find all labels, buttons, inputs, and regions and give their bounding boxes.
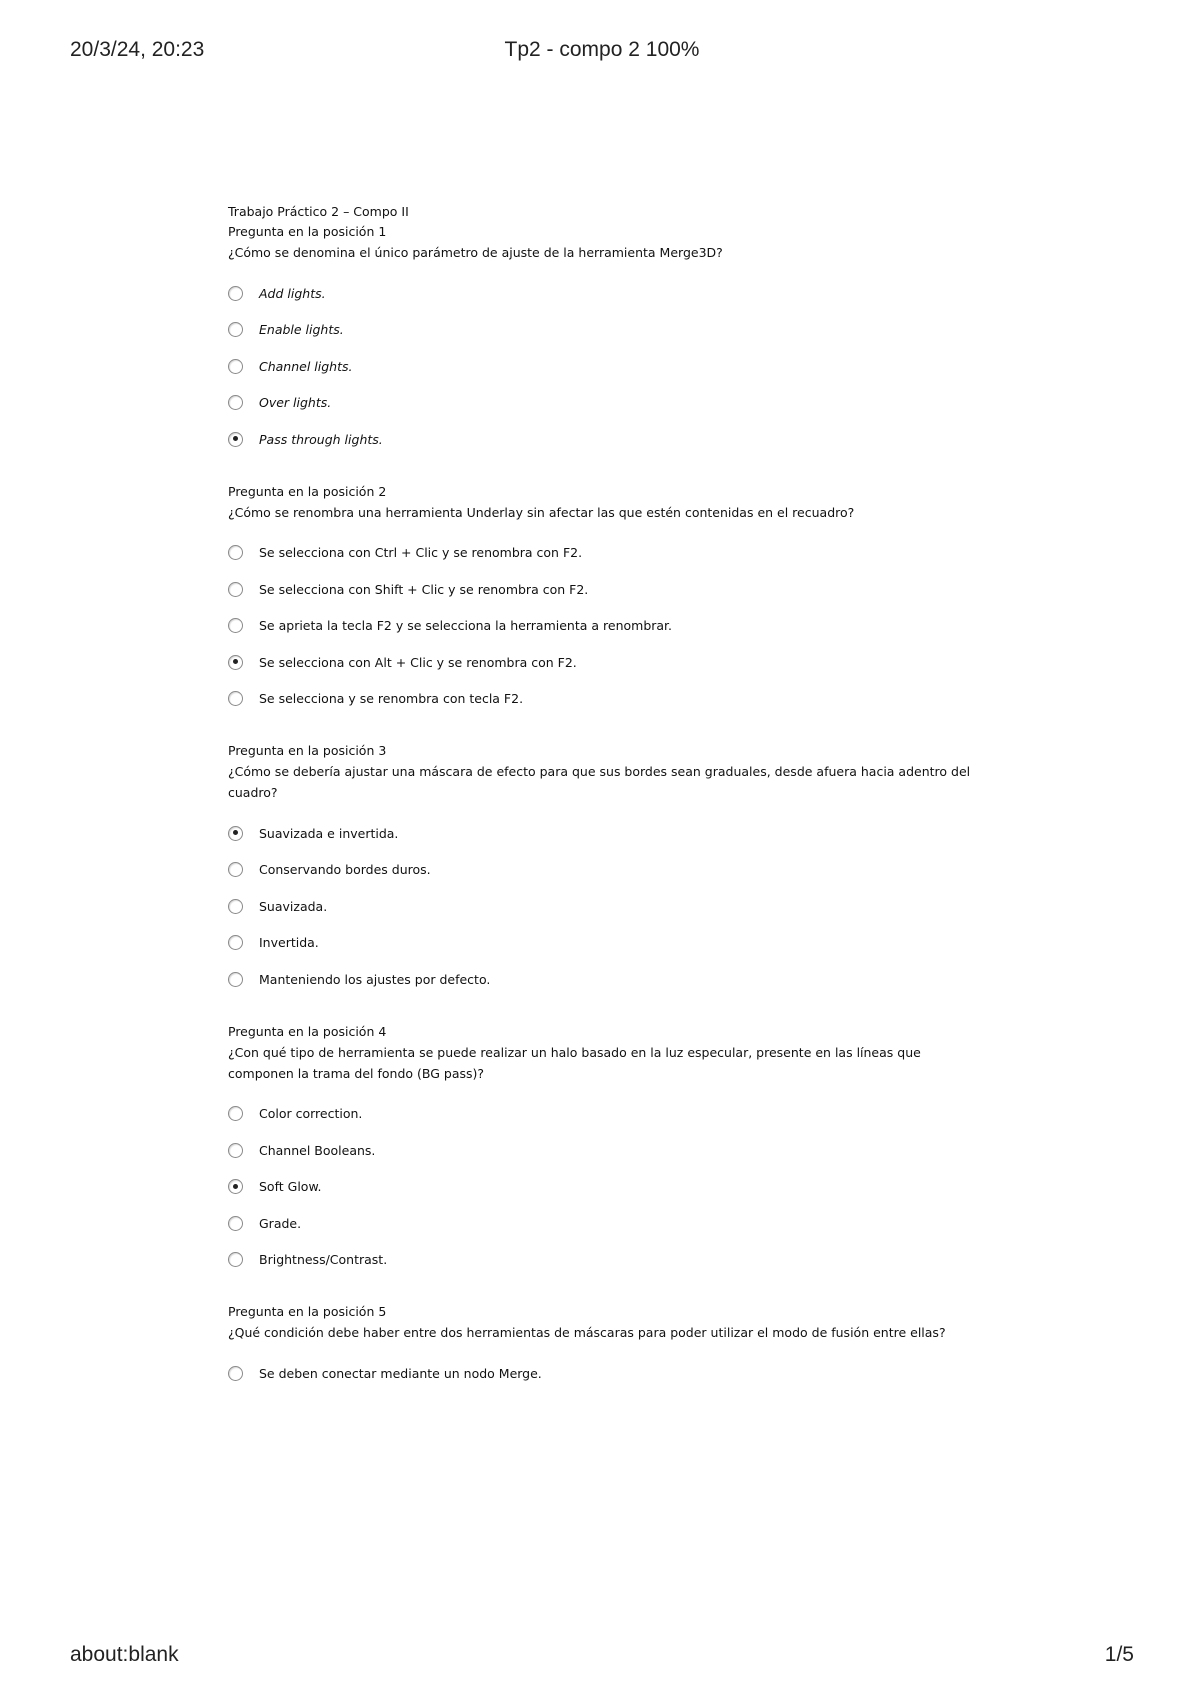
question-text: ¿Con qué tipo de herramienta se puede realizar un halo basado en la luz especular, presente en las líneas que componen la trama del fondo (BG pass)?: [228, 1044, 921, 1081]
answer-option[interactable]: [228, 312, 988, 349]
print-header: [70, 38, 1134, 62]
option-label: Color correction.: [259, 1106, 363, 1122]
radio-button[interactable]: [228, 432, 243, 447]
option-label: Conservando bordes duros.: [259, 862, 431, 878]
print-footer: [70, 1643, 1134, 1667]
radio-button[interactable]: [228, 691, 243, 706]
question-5: [228, 1302, 988, 1392]
question-text: ¿Cómo se denomina el único parámetro de ajuste de la herramienta Merge3D?: [228, 245, 723, 260]
answer-option[interactable]: [228, 815, 988, 852]
question-2: [228, 482, 988, 718]
answer-option[interactable]: [228, 535, 988, 572]
question-1: [228, 222, 988, 458]
radio-button[interactable]: [228, 359, 243, 374]
answer-option[interactable]: [228, 1355, 988, 1392]
option-label: Suavizada.: [259, 898, 328, 914]
question-position: Pregunta en la posición 2: [228, 483, 387, 499]
radio-button[interactable]: [228, 1252, 243, 1267]
print-page-title: Tp2 - compo 2 100%: [504, 38, 700, 61]
question-position: Pregunta en la posición 5: [228, 1304, 387, 1319]
answer-options: [228, 535, 988, 718]
radio-button[interactable]: [228, 899, 243, 914]
answer-option[interactable]: [228, 961, 988, 998]
answer-option[interactable]: [228, 385, 988, 422]
option-label: Channel lights.: [259, 358, 353, 374]
radio-button[interactable]: [228, 935, 243, 950]
question-text: ¿Cómo se debería ajustar una máscara de efecto para que sus bordes sean graduales, desde afuera hacia adentro del cuadro?: [228, 764, 971, 800]
answer-option[interactable]: [228, 925, 988, 962]
radio-button[interactable]: [228, 862, 243, 877]
radio-button[interactable]: [228, 322, 243, 337]
answer-option[interactable]: [228, 681, 988, 718]
answer-options: [228, 1355, 988, 1392]
answer-option[interactable]: [228, 1205, 988, 1242]
answer-option[interactable]: [228, 421, 988, 458]
answer-option[interactable]: [228, 275, 988, 312]
answer-option[interactable]: [228, 608, 988, 645]
radio-button[interactable]: [228, 1106, 243, 1121]
option-label: Suavizada e invertida.: [259, 825, 399, 841]
answer-options: [228, 815, 988, 998]
option-label: Add lights.: [259, 285, 326, 301]
answer-option[interactable]: [228, 1096, 988, 1133]
answer-options: [228, 275, 988, 458]
radio-button[interactable]: [228, 618, 243, 633]
option-label: Grade.: [259, 1215, 302, 1231]
option-label: Enable lights.: [259, 322, 344, 338]
radio-button[interactable]: [228, 395, 243, 410]
option-label: Manteniendo los ajustes por defecto.: [259, 971, 491, 987]
radio-button[interactable]: [228, 826, 243, 841]
answer-options: [228, 1096, 988, 1279]
option-label: Se deben conectar mediante un nodo Merge.: [259, 1365, 542, 1381]
option-label: Pass through lights.: [259, 431, 383, 447]
question-position: Pregunta en la posición 3: [228, 743, 387, 758]
answer-option[interactable]: [228, 852, 988, 889]
option-label: Se selecciona y se renombra con tecla F2.: [259, 691, 524, 707]
option-label: Se selecciona con Ctrl + Clic y se renombra con F2.: [259, 545, 583, 561]
answer-option[interactable]: [228, 1242, 988, 1279]
question-position: Pregunta en la posición 1: [228, 224, 387, 239]
radio-button[interactable]: [228, 972, 243, 987]
radio-button[interactable]: [228, 655, 243, 670]
option-label: Soft Glow.: [259, 1179, 322, 1195]
option-label: Over lights.: [259, 395, 332, 411]
answer-option[interactable]: [228, 571, 988, 608]
option-label: Se selecciona con Shift + Clic y se renombra con F2.: [259, 581, 589, 597]
option-label: Brightness/Contrast.: [259, 1252, 388, 1268]
option-label: Invertida.: [259, 935, 319, 951]
option-label: Channel Booleans.: [259, 1142, 376, 1158]
radio-button[interactable]: [228, 286, 243, 301]
answer-option[interactable]: [228, 1169, 988, 1206]
print-page-number: 1/5: [1104, 1643, 1134, 1666]
question-position: Pregunta en la posición 4: [228, 1023, 387, 1039]
question-text: ¿Cómo se renombra una herramienta Underlay sin afectar las que estén contenidas en el recuadro?: [228, 504, 855, 520]
radio-button[interactable]: [228, 1366, 243, 1381]
radio-button[interactable]: [228, 545, 243, 560]
print-datetime: 20/3/24, 20:23: [70, 38, 205, 61]
answer-option[interactable]: [228, 888, 988, 925]
radio-button[interactable]: [228, 1143, 243, 1158]
answer-option[interactable]: [228, 1132, 988, 1169]
radio-button[interactable]: [228, 1216, 243, 1231]
option-label: Se aprieta la tecla F2 y se selecciona la herramienta a renombrar.: [259, 618, 673, 634]
print-url: about:blank: [70, 1643, 179, 1666]
quiz-content: [228, 202, 988, 1416]
radio-button[interactable]: [228, 1179, 243, 1194]
question-text: ¿Qué condición debe haber entre dos herramientas de máscaras para poder utilizar el modo de fusión entre ellas?: [228, 1325, 946, 1340]
answer-option[interactable]: [228, 644, 988, 681]
radio-button[interactable]: [228, 582, 243, 597]
question-3: [228, 741, 988, 998]
answer-option[interactable]: [228, 348, 988, 385]
question-4: [228, 1022, 988, 1279]
option-label: Se selecciona con Alt + Clic y se renombra con F2.: [259, 654, 577, 670]
document-title: Trabajo Práctico 2 – Compo II: [228, 204, 409, 219]
